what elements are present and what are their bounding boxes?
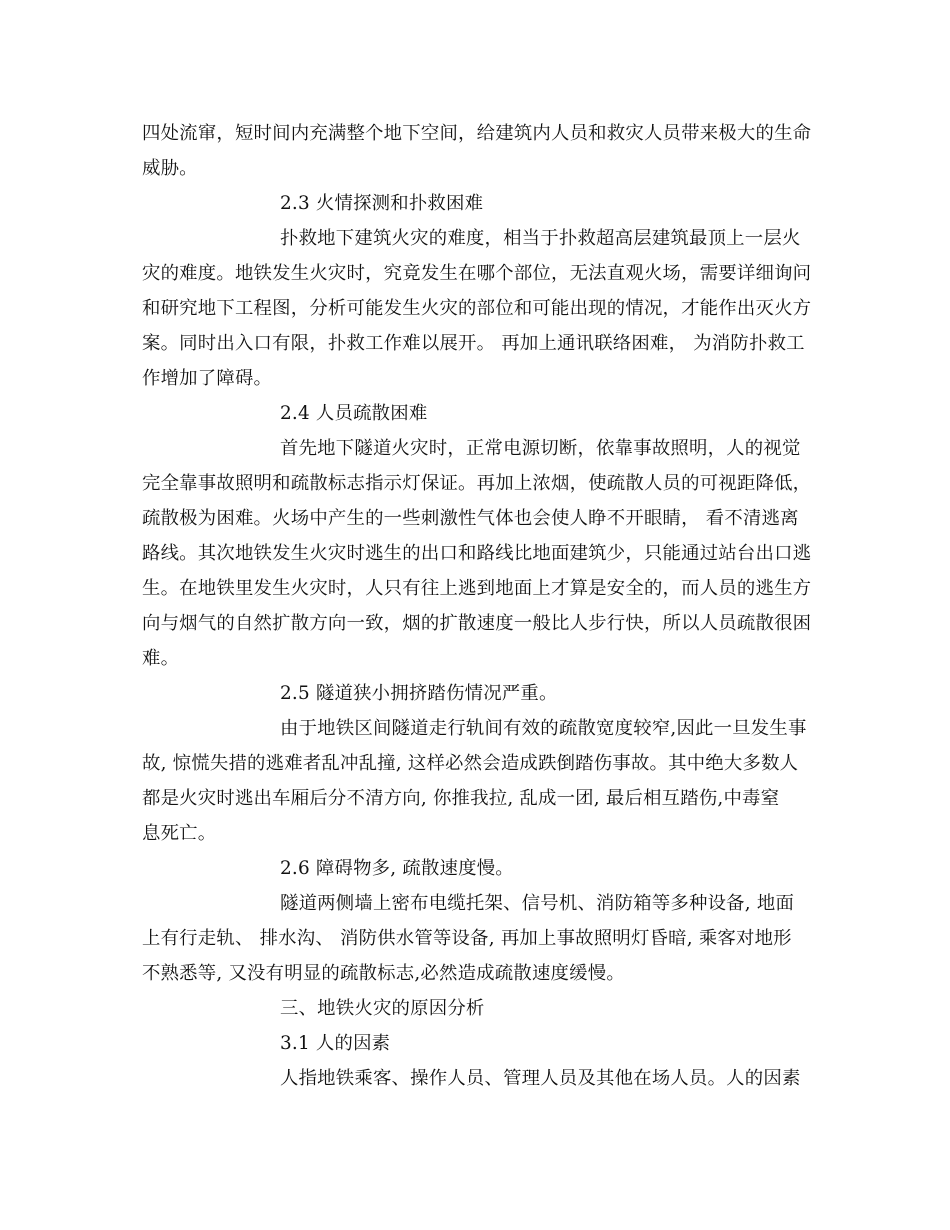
text-line: 难。 <box>142 648 180 669</box>
text-line: 由于地铁区间隧道走行轨间有效的疏散宽度较窄,因此一旦发生事 <box>280 718 807 739</box>
text-line: 向与烟气的自然扩散方向一致，烟的扩散速度一般比人步行快，所以人员疏散很困 <box>142 613 812 634</box>
text-line: 四处流窜，短时间内充满整个地下空间，给建筑内人员和救灾人员带来极大的生命 <box>142 123 812 144</box>
section-heading: 2.3 火情探测和扑救困难 <box>280 193 484 214</box>
text-line: 完全靠事故照明和疏散标志指示灯保证。再加上浓烟，使疏散人员的可视距降低， <box>142 473 812 494</box>
text-line: 威胁。 <box>142 158 198 179</box>
text-line: 都是火灾时逃出车厢后分不清方向, 你推我拉, 乱成一团, 最后相互踏伤,中毒窒 <box>142 788 780 809</box>
text-line: 和研究地下工程图，分析可能发生火灾的部位和可能出现的情况，才能作出灭火方 <box>142 298 812 319</box>
text-line: 隧道两侧墙上密布电缆托架、信号机、消防箱等多种设备, 地面 <box>280 893 795 914</box>
text-line: 作增加了障碍。 <box>142 368 273 389</box>
section-heading: 2.5 隧道狭小拥挤踏伤情况严重。 <box>280 683 558 704</box>
section-heading: 3.1 人的因素 <box>280 1033 391 1054</box>
text-line: 人指地铁乘客、操作人员、管理人员及其他在场人员。人的因素 <box>280 1068 801 1089</box>
text-line: 路线。其次地铁发生火灾时逃生的出口和路线比地面建筑少，只能通过站台出口逃 <box>142 543 812 564</box>
text-line: 疏散极为困难。火场中产生的一些刺激性气体也会使人睁不开眼睛， 看不清逃离 <box>142 508 799 529</box>
section-heading: 2.4 人员疏散困难 <box>280 403 428 424</box>
text-line: 灾的难度。地铁发生火灾时，究竟发生在哪个部位，无法直观火场，需要详细询问 <box>142 263 812 284</box>
section-heading: 2.6 障碍物多, 疏散速度慢。 <box>280 858 514 879</box>
text-line: 扑救地下建筑火灾的难度，相当于扑救超高层建筑最顶上一层火 <box>280 228 801 249</box>
text-line: 案。同时出入口有限，扑救工作难以展开。 再加上通讯联络困难， 为消防扑救工 <box>142 333 805 354</box>
text-line: 故, 惊慌失措的逃难者乱冲乱撞, 这样必然会造成跌倒踏伤事故。其中绝大多数人 <box>142 753 799 774</box>
section-heading: 三、地铁火灾的原因分析 <box>280 998 485 1019</box>
text-line: 首先地下隧道火灾时，正常电源切断，依靠事故照明，人的视觉 <box>280 438 801 459</box>
text-line: 上有行走轨、 排水沟、 消防供水管等设备, 再加上事故照明灯昏暗, 乘客对地形 <box>142 928 792 949</box>
text-line: 生。在地铁里发生火灾时，人只有往上逃到地面上才算是安全的，而人员的逃生方 <box>142 578 812 599</box>
text-line: 息死亡。 <box>142 823 217 844</box>
text-line: 不熟悉等, 又没有明显的疏散标志,必然造成疏散速度缓慢。 <box>142 963 625 984</box>
